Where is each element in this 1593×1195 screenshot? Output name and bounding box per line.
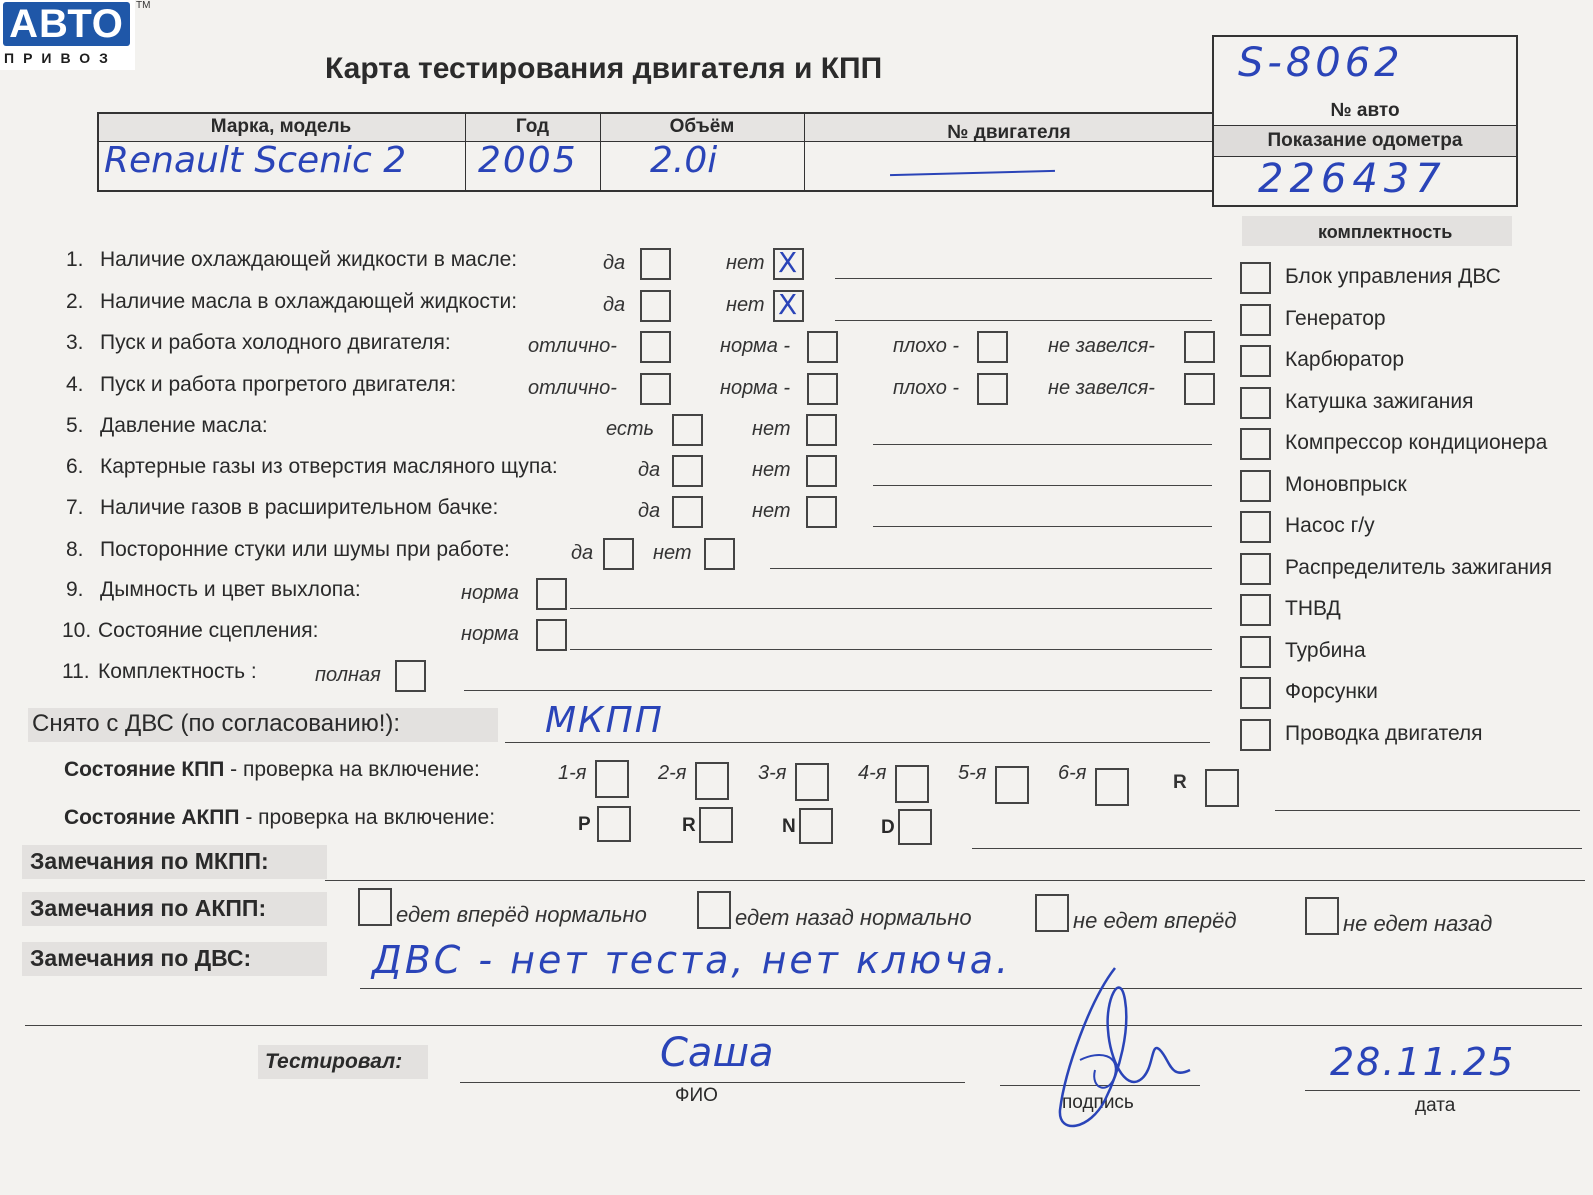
item-option-label: норма <box>461 582 519 604</box>
item-number: 1. <box>66 248 84 271</box>
item-line <box>873 444 1212 445</box>
date-value: 28.11.25 <box>1330 1040 1516 1084</box>
akpp-gear-checkbox[interactable] <box>699 807 733 843</box>
item-option-label: нет <box>726 294 765 316</box>
make-value: Renault Scenic 2 <box>104 140 407 181</box>
item-checkbox[interactable] <box>977 331 1008 363</box>
item-text: Давление масла: <box>100 414 268 437</box>
completeness-checkbox[interactable] <box>1240 511 1271 543</box>
completeness-item: Генератор <box>1285 306 1386 330</box>
akpp-remark-option: не едет назад <box>1343 911 1493 936</box>
akpp-gear-checkbox[interactable] <box>597 806 631 842</box>
item-text: Картерные газы из отверстия масляного щупа: <box>100 455 558 478</box>
completeness-checkbox[interactable] <box>1240 262 1271 294</box>
date-line <box>1305 1090 1580 1091</box>
kpp-label-bold: Состояние КПП <box>64 758 225 781</box>
kpp-gear-checkbox[interactable] <box>995 766 1029 804</box>
volume-value: 2.0i <box>650 140 718 181</box>
completeness-checkbox[interactable] <box>1240 428 1271 460</box>
auto-number-label: № авто <box>1330 100 1400 121</box>
volume-label: Объём <box>669 116 735 137</box>
item-checkbox[interactable] <box>704 538 735 570</box>
kpp-gear-label: 6-я <box>1058 762 1087 784</box>
remarks-dvs-value: ДВС - нет теста, нет ключа. <box>372 938 1012 982</box>
item-checkbox[interactable] <box>536 578 567 610</box>
item-checkbox[interactable] <box>536 619 567 651</box>
kpp-line <box>1275 810 1580 811</box>
kpp-label-rest: - проверка на включение: <box>224 758 480 781</box>
remarks-dvs-label: Замечания по ДВС: <box>30 945 252 971</box>
item-option-label: нет <box>726 252 765 274</box>
item-option-label: есть <box>606 418 655 440</box>
logo-area <box>0 0 135 70</box>
check-mark: X <box>778 288 798 321</box>
remarks-extra-line <box>25 1025 1582 1026</box>
item-text: Дымность и цвет выхлопа: <box>100 578 361 601</box>
completeness-item: Турбина <box>1285 638 1366 662</box>
completeness-item: Блок управления ДВС <box>1285 265 1501 288</box>
logo-subtitle: ПРИВОЗ <box>4 50 117 66</box>
item-line <box>770 568 1212 569</box>
item-number: 8. <box>66 538 84 561</box>
item-checkbox[interactable] <box>603 538 634 570</box>
akpp-label <box>64 806 495 830</box>
kpp-gear-checkbox[interactable] <box>695 762 729 800</box>
item-checkbox[interactable] <box>806 455 837 487</box>
signature-scribble <box>1020 960 1210 1140</box>
item-text: Наличие газов в расширительном бачке: <box>100 496 499 519</box>
tested-label: Тестировал: <box>265 1050 403 1073</box>
item-option-label: норма - <box>720 377 791 399</box>
completeness-checkbox[interactable] <box>1240 677 1271 709</box>
item-option-label: да <box>638 459 661 481</box>
completeness-checkbox[interactable] <box>1240 470 1271 502</box>
item-option-label: отлично- <box>528 377 617 399</box>
removed-line <box>505 742 1210 743</box>
completeness-item: Катушка зажигания <box>1285 389 1474 413</box>
item-checkbox[interactable] <box>1184 331 1215 363</box>
item-checkbox[interactable] <box>977 373 1008 405</box>
item-text: Пуск и работа холодного двигателя: <box>100 331 451 354</box>
item-option-label: нет <box>752 500 791 522</box>
item-number: 3. <box>66 331 84 354</box>
item-option-label: да <box>571 542 594 564</box>
akpp-remark-checkbox[interactable] <box>1305 897 1339 935</box>
completeness-item: Форсунки <box>1285 680 1378 703</box>
completeness-checkbox[interactable] <box>1240 636 1271 668</box>
item-checkbox[interactable] <box>773 248 804 280</box>
item-checkbox[interactable] <box>1184 373 1215 405</box>
completeness-item: Насос г/у <box>1285 514 1375 537</box>
item-line <box>464 690 1212 691</box>
item-option-label: отлично- <box>528 335 617 357</box>
auto-number-value: S-8062 <box>1238 40 1404 86</box>
item-number: 9. <box>66 578 84 601</box>
completeness-checkbox[interactable] <box>1240 553 1271 585</box>
item-checkbox[interactable] <box>640 373 671 405</box>
completeness-title: комплектность <box>1318 222 1453 242</box>
item-line <box>570 608 1212 609</box>
item-line <box>873 485 1212 486</box>
item-option-label: нет <box>752 418 791 440</box>
removed-label: Снято с ДВС (по согласованию!): <box>32 710 401 737</box>
akpp-label-bold: Состояние АКПП <box>64 806 240 829</box>
item-text: Пуск и работа прогретого двигателя: <box>100 373 457 396</box>
removed-value: МКПП <box>545 700 664 741</box>
completeness-checkbox[interactable] <box>1240 719 1271 751</box>
completeness-item: Моновпрыск <box>1285 472 1407 496</box>
kpp-gear-checkbox[interactable] <box>595 760 629 798</box>
item-option-label: не завелся- <box>1048 377 1155 399</box>
kpp-label <box>64 758 480 782</box>
year-value: 2005 <box>478 140 578 181</box>
item-option-label: нет <box>752 459 791 481</box>
item-text: Комплектность : <box>98 660 257 683</box>
item-checkbox[interactable] <box>773 290 804 322</box>
page-title: Карта тестирования двигателя и КПП <box>325 52 883 85</box>
item-checkbox[interactable] <box>807 331 838 363</box>
item-number: 11. <box>62 660 90 683</box>
akpp-gear-label: N <box>782 816 796 837</box>
kpp-gear-label: 2-я <box>658 762 687 784</box>
item-number: 10. <box>62 619 92 642</box>
item-option-label: да <box>603 252 626 274</box>
item-number: 4. <box>66 373 84 396</box>
completeness-item: ТНВД <box>1285 597 1341 620</box>
item-line <box>835 320 1212 321</box>
akpp-remark-option: едет назад нормально <box>735 905 972 930</box>
item-option-label: норма <box>461 623 519 645</box>
akpp-remark-checkbox[interactable] <box>697 891 731 929</box>
akpp-remark-option: едет вперёд нормально <box>396 902 647 927</box>
item-checkbox[interactable] <box>640 331 671 363</box>
completeness-item: Карбюратор <box>1285 348 1405 371</box>
akpp-gear-label: D <box>881 817 895 838</box>
completeness-checkbox[interactable] <box>1240 304 1271 336</box>
kpp-gear-checkbox[interactable] <box>1205 769 1239 807</box>
engine-number-label: № двигателя <box>947 122 1071 143</box>
item-line <box>873 526 1212 527</box>
kpp-gear-checkbox[interactable] <box>795 763 829 801</box>
item-number: 6. <box>66 455 84 478</box>
completeness-item: Проводка двигателя <box>1285 721 1483 745</box>
item-checkbox[interactable] <box>640 248 671 280</box>
item-text: Наличие масла в охлаждающей жидкости: <box>100 290 518 313</box>
odometer-label: Показание одометра <box>1267 130 1463 151</box>
completeness-checkbox[interactable] <box>1240 594 1271 626</box>
item-option-label: плохо - <box>893 377 960 399</box>
item-number: 5. <box>66 414 84 437</box>
item-checkbox[interactable] <box>807 373 838 405</box>
date-caption: дата <box>1415 1095 1456 1116</box>
item-number: 2. <box>66 290 84 313</box>
item-text: Наличие охлаждающей жидкости в масле: <box>100 248 518 271</box>
item-option-label: нет <box>653 542 692 564</box>
name-caption: ФИО <box>675 1085 718 1106</box>
item-checkbox[interactable] <box>395 660 426 692</box>
logo: АВТО <box>3 2 130 46</box>
name-line <box>460 1082 965 1083</box>
logo-trademark: TM <box>136 0 151 11</box>
completeness-checkbox[interactable] <box>1240 345 1271 377</box>
kpp-gear-label: 1-я <box>558 762 587 784</box>
item-checkbox[interactable] <box>806 496 837 528</box>
item-line <box>570 649 1212 650</box>
akpp-remark-option: не едет вперёд <box>1073 908 1237 933</box>
remarks-mkpp-line <box>325 880 1585 881</box>
completeness-item: Компрессор кондиционера <box>1285 431 1548 454</box>
item-option-label: норма - <box>720 335 791 357</box>
kpp-gear-checkbox[interactable] <box>895 765 929 803</box>
akpp-label-rest: - проверка на включение: <box>239 806 496 829</box>
item-checkbox[interactable] <box>672 414 703 446</box>
kpp-gear-checkbox[interactable] <box>1095 768 1129 806</box>
akpp-remark-checkbox[interactable] <box>358 888 392 926</box>
kpp-gear-label: 4-я <box>858 762 887 784</box>
year-label: Год <box>515 116 550 137</box>
remarks-akpp-label: Замечания по АКПП: <box>30 895 267 921</box>
item-checkbox[interactable] <box>672 496 703 528</box>
akpp-remark-checkbox[interactable] <box>1035 894 1069 932</box>
completeness-item: Распределитель зажигания <box>1285 555 1553 579</box>
item-checkbox[interactable] <box>672 455 703 487</box>
akpp-gear-label: R <box>682 815 696 836</box>
kpp-gear-label: 3-я <box>758 762 787 784</box>
sign-caption: подпись <box>1062 1092 1134 1113</box>
odometer-value: 226437 <box>1258 156 1447 202</box>
akpp-gear-checkbox[interactable] <box>799 808 833 844</box>
make-label: Марка, модель <box>210 116 352 137</box>
remarks-mkpp-label: Замечания по МКПП: <box>30 848 269 874</box>
item-line <box>835 278 1212 279</box>
item-text: Состояние сцепления: <box>98 619 319 642</box>
remarks-dvs-line <box>360 988 1582 989</box>
akpp-gear-label: P <box>578 814 591 835</box>
item-option-label: плохо - <box>893 335 960 357</box>
item-text: Посторонние стуки или шумы при работе: <box>100 538 510 561</box>
item-option-label: да <box>638 500 661 522</box>
item-option-label: полная <box>315 664 381 686</box>
akpp-line <box>972 848 1582 849</box>
item-option-label: да <box>603 294 626 316</box>
completeness-checkbox[interactable] <box>1240 387 1271 419</box>
check-mark: X <box>778 246 798 279</box>
kpp-gear-label: 5-я <box>958 762 987 784</box>
item-option-label: не завелся- <box>1048 335 1155 357</box>
item-checkbox[interactable] <box>640 290 671 322</box>
kpp-gear-label: R <box>1173 772 1187 793</box>
akpp-gear-checkbox[interactable] <box>898 809 932 845</box>
tester-name: Саша <box>660 1030 774 1076</box>
item-number: 7. <box>66 496 84 519</box>
item-checkbox[interactable] <box>806 414 837 446</box>
